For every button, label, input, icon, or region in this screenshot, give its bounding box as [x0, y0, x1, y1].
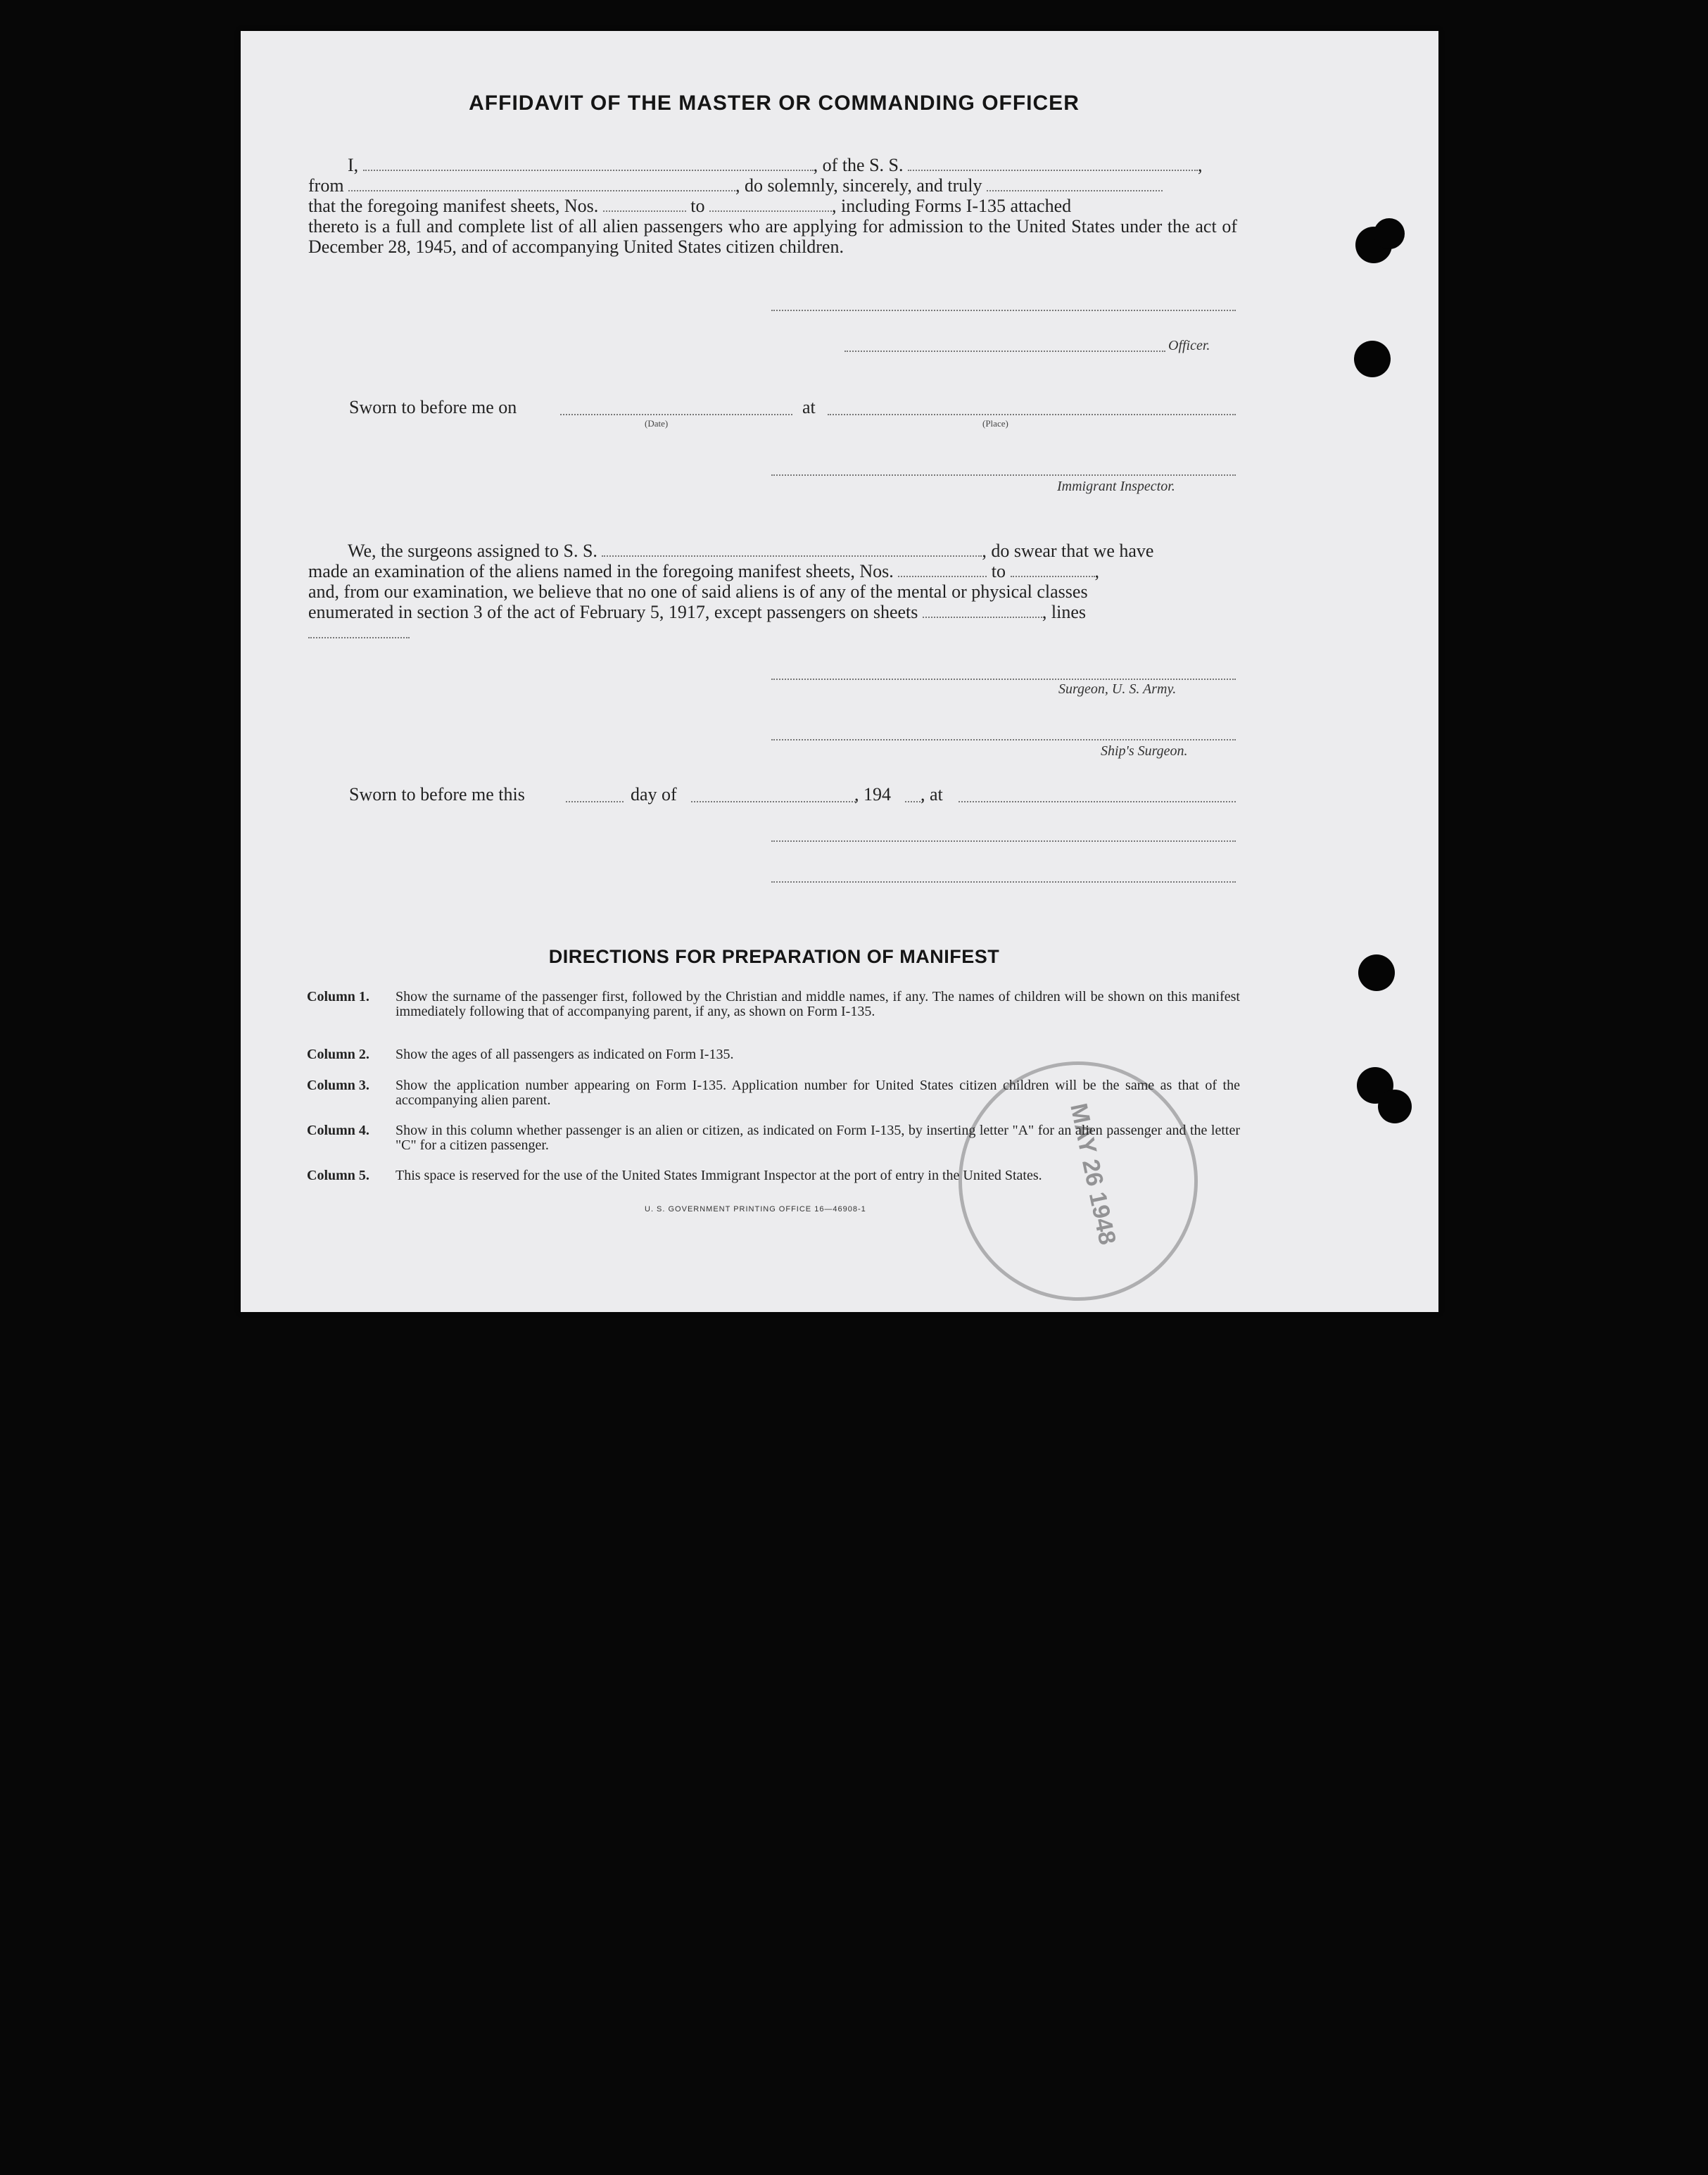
- surgeons-line3: and, from our examination, we believe that no one of said aliens is of any of the mental or physical classes: [308, 581, 1088, 602]
- surgeons-line2-start: made an examination of the aliens named in the foregoing manifest sheets, Nos.: [308, 561, 899, 581]
- affidavit-line2-start: from: [308, 175, 349, 196]
- lines-field[interactable]: [308, 624, 410, 638]
- year-label: , 194: [854, 784, 891, 805]
- sworn-this-label: Sworn to before me this: [349, 784, 525, 805]
- sworn-month-field[interactable]: [691, 801, 856, 802]
- affidavit-line3-start: that the foregoing manifest sheets, Nos.: [308, 196, 603, 216]
- from-port-field[interactable]: [348, 177, 735, 191]
- affidavit-line2-end: , do solemnly, sincerely, and truly: [735, 175, 987, 196]
- direction-column-4-label: Column 4.: [307, 1123, 369, 1138]
- directions-title: DIRECTIONS FOR PREPARATION OF MANIFEST: [548, 946, 1000, 967]
- master-name-field[interactable]: [363, 157, 814, 171]
- ship-surgeon-signature-line[interactable]: [771, 739, 1236, 740]
- sworn-day-field[interactable]: [566, 801, 624, 802]
- army-surgeon-label: Surgeon, U. S. Army.: [1058, 681, 1177, 697]
- officer-label: Officer.: [1168, 338, 1210, 353]
- binder-hole-2: [1374, 218, 1405, 249]
- direction-column-2: [307, 1047, 1240, 1062]
- inspector-label: Immigrant Inspector.: [1057, 479, 1175, 494]
- affidavit-line4: thereto is a full and complete list of all alien passengers who are applying for admission to the United States under the act of December 28, 1945, and of accompanying United States citizen children.: [308, 216, 1237, 257]
- affidavit-line1-mid: , of the S. S.: [813, 155, 909, 175]
- place-caption: (Place): [982, 418, 1008, 429]
- binder-hole-3: [1354, 341, 1391, 377]
- form-page: [241, 31, 1438, 1312]
- date-caption: (Date): [645, 418, 669, 429]
- ship-surgeon-label: Ship's Surgeon.: [1101, 743, 1188, 759]
- surgeons-line1-start: We, the surgeons assigned to S. S.: [348, 541, 602, 561]
- direction-column-1-label: Column 1.: [307, 989, 369, 1004]
- day-of-label: day of: [631, 784, 677, 805]
- affidavit-line1-start: I,: [348, 155, 363, 175]
- surgeons-ship-field[interactable]: [602, 543, 982, 557]
- sworn-date-field[interactable]: [560, 414, 792, 415]
- surgeons-paragraph: [308, 541, 1237, 643]
- direction-column-2-label: Column 2.: [307, 1047, 369, 1062]
- affidavit-line1-end: ,: [1198, 155, 1203, 175]
- binder-hole-6: [1378, 1090, 1412, 1123]
- direction-column-3-label: Column 3.: [307, 1078, 369, 1093]
- officer-signature-line-1[interactable]: [771, 310, 1236, 311]
- affidavit-title: AFFIDAVIT OF THE MASTER OR COMMANDING OFFICER: [469, 92, 1080, 115]
- witness-signature-line-2[interactable]: [771, 881, 1236, 883]
- oath-type-field[interactable]: [987, 177, 1163, 191]
- officer-signature-line-2[interactable]: [844, 351, 1165, 352]
- sheets-to-field[interactable]: [709, 198, 832, 212]
- affidavit-line3-mid: to: [685, 196, 710, 216]
- exam-sheets-to-field[interactable]: [1011, 563, 1095, 577]
- witness-signature-line-1[interactable]: [771, 840, 1236, 842]
- sheets-from-field[interactable]: [603, 198, 686, 212]
- direction-column-5-label: Column 5.: [307, 1168, 369, 1183]
- direction-column-2-text: Show the ages of all passengers as indicated on Form I-135.: [396, 1047, 734, 1062]
- direction-column-1-text: Show the surname of the passenger first, followed by the Christian and middle names, if any. The names of children will be shown on this manifest immediately following that of accompanying parent, if any, as shown on Form I-135.: [396, 989, 1240, 1019]
- direction-column-3-text: Show the application number appearing on Form I-135. Application number for United States citizen children will be the same as that of the accompanying alien parent.: [396, 1078, 1240, 1108]
- sworn-at-field-2[interactable]: [959, 801, 1236, 802]
- binder-hole-4: [1358, 954, 1395, 991]
- surgeons-line4-start: enumerated in section 3 of the act of February 5, 1917, except passengers on sheets: [308, 602, 923, 622]
- exam-sheets-from-field[interactable]: [898, 563, 987, 577]
- inspector-signature-line[interactable]: [771, 474, 1236, 476]
- affidavit-paragraph: [308, 155, 1237, 257]
- printing-office-footer: U. S. GOVERNMENT PRINTING OFFICE 16—46908-1: [645, 1205, 866, 1213]
- affidavit-line3-end: , including Forms I-135 attached: [832, 196, 1072, 216]
- ship-name-field[interactable]: [908, 157, 1198, 171]
- surgeons-line2-end: ,: [1094, 561, 1099, 581]
- except-sheets-field[interactable]: [923, 604, 1042, 618]
- sworn-at-label-2: , at: [921, 784, 943, 805]
- direction-column-4-text: Show in this column whether passenger is an alien or citizen, as indicated on Form I-135, by inserting letter "A" for an alien passenger and the letter "C" for a citizen passenger.: [396, 1123, 1240, 1153]
- army-surgeon-signature-line[interactable]: [771, 679, 1236, 680]
- surgeons-line1-end: , do swear that we have: [982, 541, 1154, 561]
- surgeons-line2-mid: to: [987, 561, 1011, 581]
- direction-column-5-text: This space is reserved for the use of the United States Immigrant Inspector at the port of entry in the United States.: [396, 1168, 1042, 1183]
- surgeons-line4-end: , lines: [1042, 602, 1087, 622]
- direction-column-1: [307, 990, 1240, 1019]
- sworn-place-field[interactable]: [828, 414, 1236, 415]
- sworn-at-label: at: [802, 397, 816, 417]
- date-stamp-text: MAY 26 1948: [1065, 1101, 1121, 1247]
- sworn-on-label: Sworn to before me on: [349, 397, 517, 417]
